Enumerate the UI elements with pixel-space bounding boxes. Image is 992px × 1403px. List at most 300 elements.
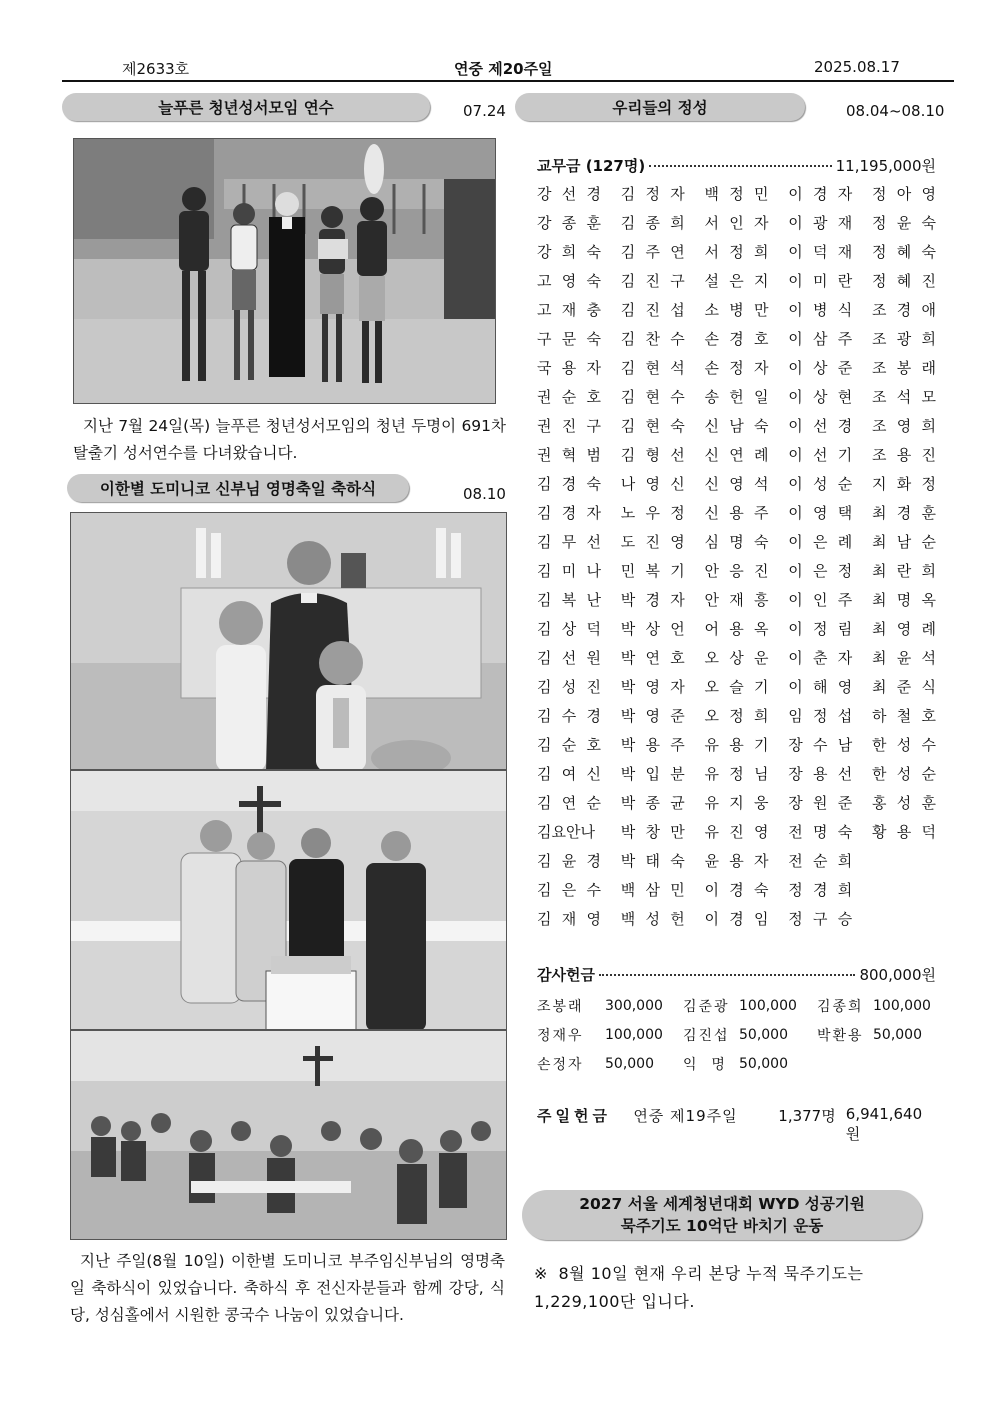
donor-name [621,473,685,502]
donor-name-char: 현 [645,417,660,435]
donor-name-char: 춘 [813,649,828,667]
donor-name [621,415,685,444]
donor-name-char: 림 [837,620,853,638]
donor-name-char: 자 [670,185,685,203]
donor-name-char: 연 [561,794,577,812]
donor-name-char: 김 [537,562,552,580]
donor-name-char: 박 [620,649,636,667]
donor-name-char: 덕 [813,243,828,261]
donor-name [537,647,601,676]
donor-name-char: 옥 [921,591,936,609]
donor-name-char: 구 [670,272,685,290]
donor-name-char: 기 [837,446,853,464]
donor-name-char: 희 [837,881,853,899]
donor-name-char: 김 [620,359,636,377]
donor-name-char: 영 [645,475,660,493]
donor-name-char: 신 [704,504,719,522]
donor-name [537,676,601,705]
donor-name [621,792,685,821]
donor-name-char: 박 [620,707,636,725]
donor-name-char: 유 [704,765,719,783]
thanks-donor-name: 김진섭 [683,1027,730,1044]
donor-name-char: 구 [586,417,601,435]
donor-name-char: 호 [670,649,685,667]
donor-name-char: 영 [645,678,660,696]
donor-name-char: 성 [645,910,660,928]
donor-name-char: 신 [586,765,601,783]
donor-name-char: 지 [754,272,769,290]
donor-name-char: 고 [537,301,552,319]
donor-name-char: 식 [837,301,853,319]
donor-name [705,560,769,589]
donor-name-char: 현 [645,359,660,377]
donor-name-char: 정 [921,475,936,493]
donor-name [872,792,936,821]
donor-name-char: 이 [788,504,803,522]
donor-name-char: 나 [620,475,636,493]
donor-name-char: 성 [896,765,912,783]
donor-name-char: 상 [813,388,828,406]
donor-name-char: 순 [813,852,828,870]
donor-name [705,792,769,821]
sunday-count: 1,377명 [778,1107,836,1125]
thanks-row [537,1020,936,1049]
donor-name [788,357,852,386]
donor-name-char: 용 [896,446,912,464]
donor-name-char: 만 [670,823,685,841]
donor-row [537,879,936,908]
donor-name-char: 선 [561,185,577,203]
sunday-label: 주일헌금 [537,1107,611,1125]
donor-name [788,850,852,879]
donor-name [537,879,601,908]
donor-name-char: 경 [561,504,577,522]
donor-name-char: 성 [813,475,828,493]
donor-name-char: 순 [921,533,936,551]
donor-name [872,473,936,502]
donor-name-char: 영 [921,185,936,203]
donor-name-char: 이 [704,881,719,899]
donor-name-char: 김 [537,649,552,667]
donor-name [872,821,936,850]
donor-name-char: 명 [729,533,744,551]
donor-name-char: 희 [921,330,936,348]
donor-name-char: 희 [921,562,936,580]
photo-youth-group [73,138,496,404]
donor-name-char: 서 [704,243,719,261]
donor-name-char: 해 [813,678,828,696]
donor-name-char: 진 [921,272,936,290]
donor-name [705,531,769,560]
rosary-note [534,1260,936,1316]
issue-date: 2025.08.17 [814,58,900,76]
donor-name-char: 이 [704,910,719,928]
donor-row [537,415,936,444]
donor-name-char: 자 [670,678,685,696]
donor-name-char: 숙 [754,881,769,899]
donor-name [621,734,685,763]
donor-name [788,647,852,676]
donor-name-char: 남 [837,736,853,754]
donor-name [788,328,852,357]
donor-name-char: 김 [537,852,552,870]
donor-name-char: 소 [704,301,719,319]
donor-name [705,850,769,879]
donor-name-char: 손 [704,330,719,348]
donor-name-char: 상 [645,620,660,638]
donor-name [788,299,852,328]
donor-name-char: 준 [837,359,853,377]
donor-name-char: 성 [561,678,577,696]
donor-name-char: 숙 [837,823,853,841]
donor-name [621,589,685,618]
donor-name-char: 준 [837,794,853,812]
donor-name-char: 종 [645,794,660,812]
donor-name-char: 박 [620,823,636,841]
donor-name-char: 덕 [586,620,601,638]
priest-children-illustration [71,513,507,770]
donor-name-char: 고 [537,272,552,290]
donor-name-char: 선 [813,417,828,435]
donor-name-char: 정 [729,359,744,377]
donor-name-char: 순 [561,388,577,406]
donor-name [537,415,601,444]
donor-name [537,908,601,937]
donor-name-char: 자 [754,214,769,232]
donor-name-char: 경 [729,330,744,348]
donor-name-char: 민 [670,881,685,899]
donor-name-char: 정 [788,910,803,928]
donor-name-char: 정 [729,765,744,783]
thanks-donor-amount: 100,000 [605,1026,663,1043]
donor-name-char: 인 [813,591,828,609]
donor-name [705,270,769,299]
donor-name-char: 삼 [813,330,828,348]
donor-name-char: 경 [586,707,601,725]
donor-row [537,502,936,531]
donor-name-char: 민 [754,185,769,203]
donor-name-char: 지 [872,475,887,493]
donor-name-char: 노 [620,504,636,522]
donor-name-char: 입 [645,765,660,783]
donor-name-char: 호 [754,330,769,348]
donor-name [788,212,852,241]
donor-name-char: 이 [788,301,803,319]
donor-name-char: 이 [788,243,803,261]
kyomu-line [537,155,936,176]
donor-name-char: 용 [729,504,744,522]
donor-name-char: 준 [896,678,912,696]
donor-name-char: 권 [537,417,552,435]
donor-row [537,908,936,937]
donor-name-char: 어 [704,620,719,638]
donor-name [621,908,685,937]
donor-name: 김요안나 [537,823,595,841]
donor-name-char: 박 [620,852,636,870]
donor-name [872,850,936,879]
donor-name-char: 석 [754,475,769,493]
donor-name-char: 숙 [586,475,601,493]
note-mark: ※ [534,1264,548,1283]
donor-name-char: 경 [561,475,577,493]
donor-name-char: 정 [729,243,744,261]
donor-name-char: 수 [586,881,601,899]
donor-name-char: 백 [620,881,636,899]
donor-name [621,531,685,560]
donor-name [872,357,936,386]
donor-name-char: 김 [620,185,636,203]
donor-name-char: 박 [620,765,636,783]
donor-name-char: 최 [872,504,887,522]
thanks-donor-name: 익 명 [683,1056,727,1073]
donor-name-char: 정 [872,185,887,203]
donor-name-char: 신 [670,475,685,493]
donor-name [872,386,936,415]
thanks-donor-amount: 50,000 [739,1026,788,1043]
donor-name-char: 이 [788,649,803,667]
donor-name-char: 김 [537,620,552,638]
donor-name-char: 윤 [896,214,912,232]
donor-name [872,502,936,531]
donor-name-char: 순 [921,765,936,783]
donor-name [788,502,852,531]
donor-name-char: 진 [561,417,577,435]
donor-name-char: 철 [896,707,912,725]
donor-name-char: 홍 [872,794,887,812]
donor-name-char: 창 [645,823,660,841]
donor-name-char: 모 [921,388,936,406]
thanks-donor-amount: 50,000 [605,1055,654,1072]
donor-name-char: 혜 [896,243,912,261]
thanks-donor-name: 박환용 [817,1027,864,1044]
donor-name-char: 성 [896,794,912,812]
donor-name-char: 박 [620,736,636,754]
donor-name-char: 하 [872,707,887,725]
thanks-donor-amount: 50,000 [873,1026,922,1043]
donor-name [705,647,769,676]
thanks-donor-name: 김종희 [817,998,864,1015]
donor-row [537,212,936,241]
donor-name-char: 례 [837,533,853,551]
offering-period: 08.04~08.10 [846,102,945,120]
donor-name-char: 택 [837,504,853,522]
donor-name-char: 진 [921,446,936,464]
donor-name [872,734,936,763]
donor-name-char: 신 [704,446,719,464]
dot-leader [599,974,856,976]
donor-name [537,299,601,328]
donor-name-char: 숙 [921,214,936,232]
thanks-donor-list [537,991,936,1078]
donor-name-char: 진 [754,562,769,580]
donor-name-char: 일 [754,388,769,406]
dot-leader [649,165,831,167]
donor-name-char: 도 [620,533,636,551]
donor-name-char: 유 [704,823,719,841]
donor-name-char: 한 [872,736,887,754]
donor-row [537,241,936,270]
donor-name-char: 순 [837,475,853,493]
donor-name-char: 미 [561,562,577,580]
donor-name-char: 경 [896,504,912,522]
donor-name-char: 명 [896,591,912,609]
donor-name [705,676,769,705]
donor-name-char: 박 [620,678,636,696]
donor-name-char: 미 [813,272,828,290]
donor-name-char: 현 [837,388,853,406]
donor-name [705,444,769,473]
donor-name [872,183,936,212]
donor-name-char: 웅 [754,794,769,812]
donor-name-char: 진 [645,272,660,290]
donor-name [705,618,769,647]
donor-name [705,763,769,792]
donor-name [537,241,601,270]
donor-name-char: 희 [921,417,936,435]
donor-name [537,212,601,241]
donor-name-char: 승 [837,910,853,928]
donor-name-char: 이 [788,330,803,348]
donor-name-char: 김 [620,301,636,319]
donor-name [537,473,601,502]
donor-name-char: 순 [586,794,601,812]
donor-name-char: 기 [670,562,685,580]
donor-name-char: 슬 [729,678,744,696]
donor-name-char: 연 [670,243,685,261]
donor-name-char: 인 [729,214,744,232]
donor-name [621,676,685,705]
donor-name [872,531,936,560]
donor-name [705,415,769,444]
donor-name [872,212,936,241]
donor-row [537,386,936,415]
donor-name-char: 영 [813,504,828,522]
donor-name-char: 남 [896,533,912,551]
donor-name [621,647,685,676]
donor-name-char: 정 [872,214,887,232]
donor-name-char: 태 [645,852,660,870]
donor-row [537,647,936,676]
donor-row [537,618,936,647]
donor-name [788,531,852,560]
donor-name [788,879,852,908]
donor-name-char: 김 [537,736,552,754]
donor-name-char: 분 [670,765,685,783]
donor-name-char: 명 [813,823,828,841]
donor-name-char: 은 [729,272,744,290]
donor-name-char: 김 [537,794,552,812]
thanks-row [537,1049,936,1078]
donor-name [788,183,852,212]
donor-name-char: 섭 [837,707,853,725]
donor-name-char: 진 [645,301,660,319]
donor-name-char: 수 [921,736,936,754]
donor-name-char: 신 [704,417,719,435]
issue-number: 제2633호 [122,60,190,78]
donor-name-char: 옥 [754,620,769,638]
donor-name-char: 훈 [586,214,601,232]
donor-name [788,618,852,647]
donor-name-char: 김 [537,910,552,928]
donor-row [537,183,936,212]
donor-name-char: 정 [837,562,853,580]
donor-row [537,357,936,386]
donor-name [872,299,936,328]
donor-name-char: 지 [729,794,744,812]
donor-name-char: 김 [620,446,636,464]
donor-name [872,908,936,937]
donor-name-char: 자 [754,852,769,870]
donor-name [705,502,769,531]
donor-row [537,821,936,850]
donor-name [621,328,685,357]
donor-name-char: 호 [586,388,601,406]
donor-name [705,357,769,386]
donor-name-char: 정 [788,881,803,899]
donor-name [788,589,852,618]
donor-name [537,444,601,473]
donor-name-char: 주 [645,243,660,261]
donor-name-char: 숙 [670,417,685,435]
donor-name-char: 상 [729,649,744,667]
donor-name-char: 원 [586,649,601,667]
donor-name-char: 남 [729,417,744,435]
donor-name-char: 김 [537,533,552,551]
donor-name-char: 자 [670,591,685,609]
donor-name-char: 준 [670,707,685,725]
donor-name [872,879,936,908]
donor-name-char: 정 [813,620,828,638]
donor-name-char: 성 [896,736,912,754]
donor-name-char: 김 [620,214,636,232]
donor-name [788,444,852,473]
donor-name-char: 최 [872,649,887,667]
donor-name-char: 심 [704,533,719,551]
donor-name-char: 한 [872,765,887,783]
donor-name [788,908,852,937]
donor-name-char: 안 [704,562,719,580]
donor-name-char: 오 [704,649,719,667]
donor-name-char: 훈 [921,504,936,522]
donor-name-char: 호 [921,707,936,725]
donor-name-char: 전 [788,852,803,870]
donor-name-char: 병 [729,301,744,319]
donor-name-char: 은 [813,533,828,551]
donor-name-char: 최 [872,678,887,696]
donor-name-char: 용 [729,736,744,754]
sunday-offering-line [537,1105,936,1144]
donor-name-char: 재 [837,214,853,232]
donor-name-char: 강 [537,185,552,203]
donor-name-char: 경 [586,852,601,870]
donor-name-char: 나 [586,562,601,580]
donor-name-char: 호 [586,736,601,754]
thanks-line [537,964,936,985]
donor-name-char: 장 [788,765,803,783]
donor-name [872,444,936,473]
donor-name-char: 헌 [729,388,744,406]
donor-name-char: 범 [586,446,601,464]
donor-name-char: 광 [896,330,912,348]
thanks-donor-amount: 50,000 [739,1055,788,1072]
donor-name-char: 종 [561,214,577,232]
donor-name [788,241,852,270]
donor-name-char: 이 [788,533,803,551]
donor-name [788,821,852,850]
donor-name-char: 영 [670,533,685,551]
donor-name-char: 재 [561,910,577,928]
section-title-text: 늘푸른 청년성서모임 연수 [158,99,334,117]
